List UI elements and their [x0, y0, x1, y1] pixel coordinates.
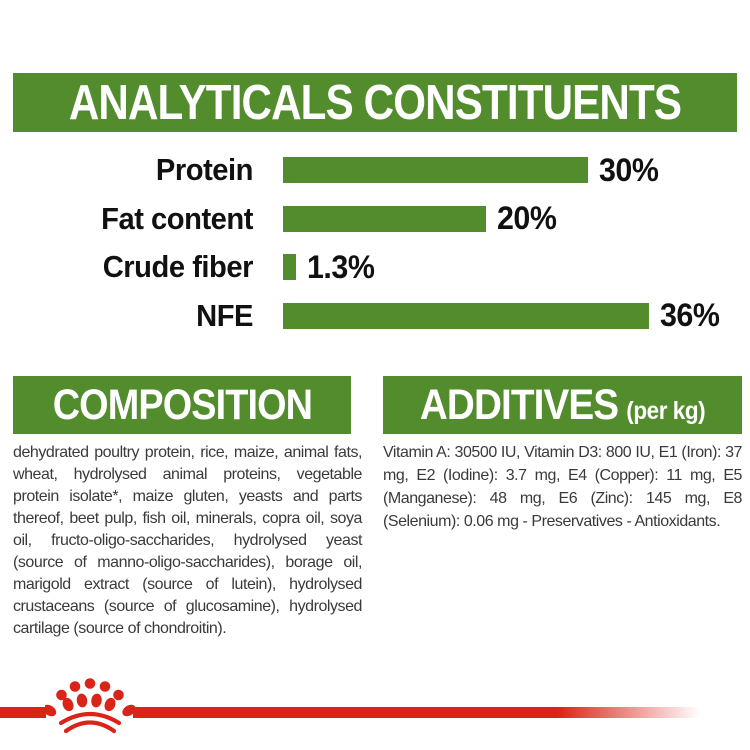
bar [283, 157, 588, 183]
bar-row [0, 195, 750, 244]
bar-row-label: Protein [155, 152, 253, 188]
analyticals-header-banner [13, 73, 737, 132]
constituents-chart [0, 146, 750, 340]
brand-stripe-right [133, 707, 700, 718]
bar [283, 206, 486, 232]
bar-row-label: NFE [196, 297, 253, 333]
bar [283, 303, 649, 329]
bar-row [0, 292, 750, 341]
bar-row [0, 146, 750, 195]
bar-row-label: Crude fiber [102, 249, 253, 285]
additives-header-banner [383, 376, 742, 434]
crown-paw-logo-icon [45, 678, 140, 743]
additives-title-suffix: (per kg) [626, 396, 706, 425]
bar-value: 36% [660, 297, 720, 334]
composition-body: dehydrated poultry protein, rice, maize, animal fats, wheat, hydrolysed animal proteins, vegetable protein isolate*, maize gluten, yeasts and parts thereof, beet pulp, fish oil, minerals, copra oil, soya oil, fructo-oligo-saccharides, hydrolysed yeast (source of manno-oligo-saccharides), borage oil, marigold extract (source of lutein), hydrolysed crustaceans (source of glucosamine), hydrolysed cartilage (source of chondroitin). [13, 444, 362, 637]
bar-value: 1.3% [307, 248, 375, 285]
composition-header-banner [13, 376, 351, 434]
brand-stripe-left [0, 707, 46, 718]
additives-title-wrap [420, 381, 705, 430]
bar-row-label: Fat content [101, 200, 253, 236]
composition-title: COMPOSITION [52, 380, 312, 429]
additives-title: ADDITIVES [419, 380, 619, 429]
bar-value: 30% [599, 151, 659, 188]
bar-row [0, 243, 750, 292]
bar-value: 20% [497, 200, 557, 237]
bar [283, 254, 296, 280]
additives-body: Vitamin A: 30500 IU, Vitamin D3: 800 IU, E1 (Iron): 37 mg, E2 (Iodine): 3.7 mg, E4 (Copper): 11 mg, E5 (Manganese): 48 mg, E6 (Zinc): 145 mg, E8 (Selenium): 0.06 mg - Preservatives - Antioxidants. [383, 444, 742, 530]
analyticals-title: ANALYTICALS CONSTITUENTS [68, 75, 682, 130]
